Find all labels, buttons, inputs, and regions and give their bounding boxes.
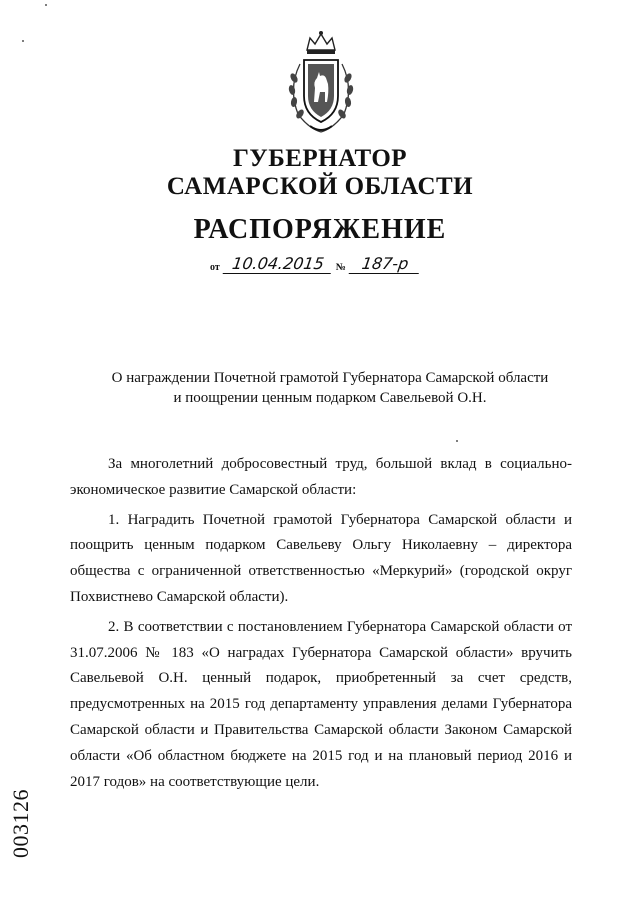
document-type: РАСПОРЯЖЕНИЕ <box>193 214 447 245</box>
paragraph-item-2: 2. В соответствии с постановлением Губернатора Самарской области от 31.07.2006 № 183 «О наградах Губернатора Самарской области» вручить Савельевой О.Н. ценный подарок, приобретенный за счет средств, предусмотренных на 2015 год департаменту управления делами Губернатора Самарской области и Правительства Самарской области Законом Самарской области «Об областном бюджете на 2015 год и на плановый период 2016 и 2017 годов» на соответствующие цели. <box>70 618 572 790</box>
from-label: от <box>210 262 220 273</box>
scan-speck <box>45 4 47 6</box>
subject-line: О награждении Почетной грамотой Губернатора Самарской области <box>111 370 549 386</box>
side-serial-number: 003126 <box>8 789 33 858</box>
document-date: 10.04.2015 <box>222 255 333 274</box>
scan-speck <box>22 40 24 42</box>
samara-coat-of-arms-icon <box>280 30 362 138</box>
scan-speck <box>456 440 458 442</box>
date-number-line <box>210 255 420 274</box>
region-title: САМАРСКОЙ ОБЛАСТИ <box>166 173 474 200</box>
intro-paragraph: За многолетний добросовестный труд, большой вклад в социально-экономическое развитие Самарской области: <box>70 456 572 498</box>
document-number: 187-р <box>349 255 422 274</box>
subject-line: и поощрении ценным подарком Савельевой О.Н. <box>173 390 487 406</box>
number-label: № <box>335 262 346 273</box>
document-body <box>70 452 572 799</box>
subject-block <box>60 368 600 408</box>
paragraph-item-1: 1. Наградить Почетной грамотой Губернатора Самарской области и поощрить ценным подарком Савельеву Ольгу Николаевну – директора общества с ограниченной ответственностью «Меркурий» (городской округ Похвистнево Самарской области). <box>70 511 572 605</box>
governor-title: ГУБЕРНАТОР <box>232 145 408 172</box>
